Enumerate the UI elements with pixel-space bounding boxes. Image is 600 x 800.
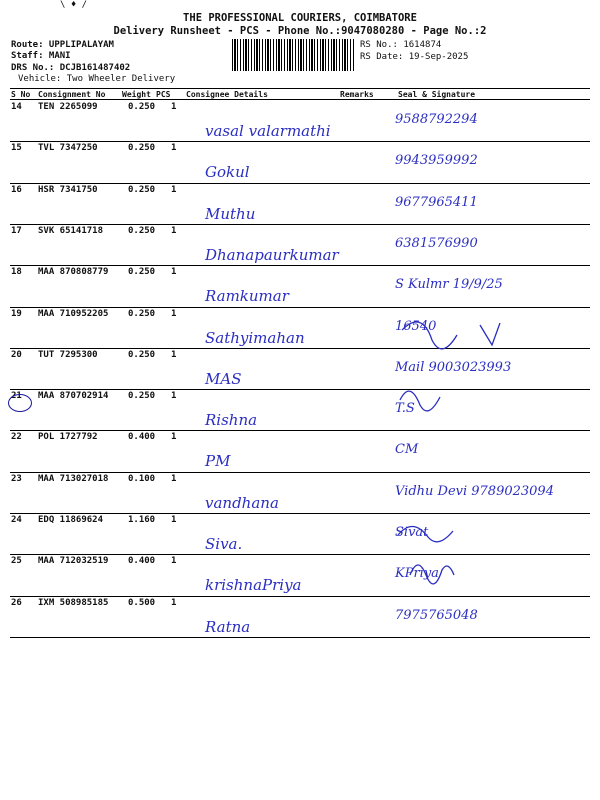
row-pcs: 1 <box>171 556 177 567</box>
row-consignment-no: EDQ 11869624 <box>38 515 104 525</box>
row-sno: 18 <box>11 267 22 278</box>
rs-number: RS No.: 1614874 <box>360 40 442 50</box>
row-consignment-no: TVL 7347250 <box>38 143 98 154</box>
row-consignee-name: Ratna <box>205 617 251 636</box>
vehicle-label: Vehicle: Two Wheeler Delivery <box>18 74 176 84</box>
row-signature: S Kulmr 19/9/25 <box>395 277 503 293</box>
row-pcs: 1 <box>171 391 177 402</box>
row-rule <box>10 224 590 225</box>
col-weight: Weight <box>122 90 151 99</box>
staff-label: Staff: MANI <box>11 51 71 61</box>
row-signature: 16540 <box>395 318 437 334</box>
barcode-image <box>232 39 354 71</box>
row-pcs: 1 <box>171 349 177 360</box>
row-pcs: 1 <box>171 515 177 525</box>
col-pcs: PCS <box>156 90 171 99</box>
row-weight: 0.250 <box>128 349 156 360</box>
row-signature: KPriya <box>395 566 439 582</box>
row-rule <box>10 265 590 266</box>
row-consignee-name: Rishna <box>205 411 258 430</box>
row-sno: 24 <box>11 515 22 525</box>
row-consignee-name: Gokul <box>205 163 250 182</box>
col-remarks: Remarks <box>340 90 374 99</box>
row-signature: 9588792294 <box>395 112 478 127</box>
header-bottom-rule <box>10 99 590 100</box>
row-signature: Vidhu Devi 9789023094 <box>395 483 554 499</box>
row-consignment-no: MAA 870808779 <box>38 267 109 278</box>
row-weight: 0.400 <box>128 432 156 443</box>
row-consignment-no: SVK 65141718 <box>38 225 104 236</box>
row-sno: 22 <box>11 432 22 443</box>
row-weight: 1.160 <box>128 515 156 525</box>
row-signature: T.S <box>395 401 415 417</box>
corner-mark: \ ♦ / <box>60 0 88 10</box>
row-weight: 0.250 <box>128 391 156 402</box>
row-consignee-name: Dhanapaurkumar <box>205 245 339 264</box>
row-pcs: 1 <box>171 184 177 195</box>
row-signature: Mail 9003023993 <box>395 359 512 375</box>
row-weight: 0.250 <box>128 267 156 278</box>
drs-number: DRS No.: DCJB161487402 <box>11 63 131 73</box>
row-signature: Sivat <box>395 525 429 540</box>
row-sno: 16 <box>11 184 22 195</box>
row-consignment-no: TEN 2265099 <box>38 102 98 112</box>
col-sno: S No <box>11 90 31 99</box>
row-pcs: 1 <box>171 597 177 608</box>
row-pcs: 1 <box>171 143 177 154</box>
row-weight: 0.100 <box>128 473 156 484</box>
hand-circle-mark <box>8 394 32 412</box>
row-sno: 15 <box>11 143 22 154</box>
row-consignee-name: vasal valarmathi <box>205 122 331 140</box>
row-signature: CM <box>395 442 419 458</box>
row-sno: 14 <box>11 102 22 112</box>
row-consignment-no: TUT 7295300 <box>38 349 98 360</box>
row-weight: 0.250 <box>128 102 156 112</box>
row-pcs: 1 <box>171 432 177 443</box>
header-top-rule <box>10 88 590 89</box>
route-label: Route: UPPLIPALAYAM <box>11 40 114 50</box>
row-pcs: 1 <box>171 267 177 278</box>
row-sno: 19 <box>11 308 22 319</box>
rs-date: RS Date: 19-Sep-2025 <box>360 52 469 62</box>
row-weight: 0.250 <box>128 225 156 236</box>
row-signature: 7975765048 <box>395 607 478 623</box>
row-signature: 6381576990 <box>395 235 478 251</box>
row-signature: 9943959992 <box>395 153 478 169</box>
row-pcs: 1 <box>171 102 177 112</box>
row-consignee-name: MAS <box>205 369 242 388</box>
col-consignment: Consignment No <box>38 90 106 99</box>
row-weight: 0.250 <box>128 308 156 319</box>
row-sno: 25 <box>11 556 22 567</box>
row-sno: 21 <box>11 391 22 402</box>
row-pcs: 1 <box>171 308 177 319</box>
row-weight: 0.250 <box>128 143 156 154</box>
row-sno: 17 <box>11 225 22 236</box>
row-consignment-no: MAA 712032519 <box>38 556 109 567</box>
row-consignment-no: MAA 713027018 <box>38 473 109 484</box>
row-sno: 20 <box>11 349 22 360</box>
row-consignee-name: vandhana <box>205 493 279 512</box>
row-weight: 0.500 <box>128 597 156 608</box>
row-weight: 0.400 <box>128 556 156 567</box>
row-pcs: 1 <box>171 473 177 484</box>
row-weight: 0.250 <box>128 184 156 195</box>
row-rule <box>10 183 590 184</box>
row-sno: 23 <box>11 473 22 484</box>
row-consignee-name: Ramkumar <box>205 287 289 306</box>
row-consignee-name: PM <box>205 452 231 471</box>
row-consignment-no: POL 1727792 <box>38 432 98 443</box>
row-consignment-no: MAA 710952205 <box>38 308 109 319</box>
signature-scribbles <box>380 300 580 660</box>
row-consignment-no: MAA 870702914 <box>38 391 109 402</box>
col-consignee: Consignee Details <box>186 90 268 99</box>
row-signature: 9677965411 <box>395 194 478 210</box>
row-sno: 26 <box>11 597 22 608</box>
col-seal-signature: Seal & Signature <box>398 90 476 99</box>
row-consignment-no: HSR 7341750 <box>38 184 98 195</box>
runsheet-subtitle: Delivery Runsheet - PCS - Phone No.:9047080280 - Page No.:2 <box>113 25 487 37</box>
row-rule <box>10 141 590 142</box>
row-consignee-name: Siva. <box>205 535 243 553</box>
row-consignee-name: krishnaPriya <box>205 576 302 595</box>
row-consignee-name: Muthu <box>205 204 256 223</box>
company-title: THE PROFESSIONAL COURIERS, COIMBATORE <box>183 12 417 24</box>
row-consignment-no: IXM 508985185 <box>38 597 109 608</box>
row-pcs: 1 <box>171 225 177 236</box>
row-consignee-name: Sathyimahan <box>205 328 305 347</box>
